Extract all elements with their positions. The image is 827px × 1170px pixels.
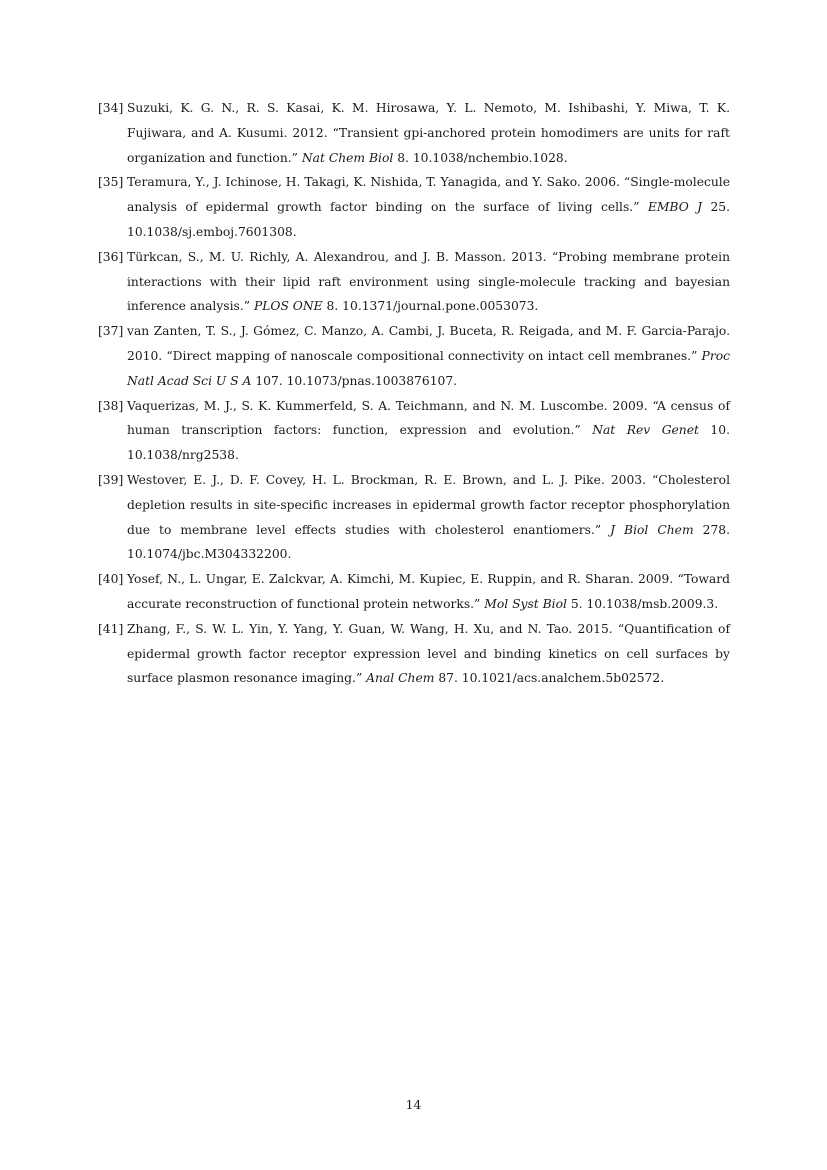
- reference-text: [127, 617, 730, 691]
- page-number: 14: [405, 1098, 422, 1112]
- reference-number: [41]: [98, 621, 124, 636]
- reference-text: [127, 170, 730, 244]
- reference-text: [127, 468, 730, 567]
- reference-authors-title: van Zanten, T. S., J. Gómez, C. Manzo, A. Cambi, J. Buceta, R. Reigada, and M. F. Garcia-Parajo. 2010. “Direct mapping of nanoscale compositional connectivity on intact cell membranes.”: [127, 324, 730, 363]
- reference-authors-title: Westover, E. J., D. F. Covey, H. L. Brockman, R. E. Brown, and L. J. Pike. 2003. “Cholesterol depletion results in site-specific increases in epidermal growth factor receptor phosphorylation due to membrane level effects studies with cholesterol enantiomers.”: [127, 472, 730, 537]
- reference-40: [98, 567, 730, 617]
- reference-number: [38]: [98, 398, 124, 413]
- reference-list: [98, 96, 730, 691]
- reference-number: [40]: [98, 572, 124, 587]
- reference-number: [36]: [98, 249, 124, 264]
- reference-volume-doi: 8. 10.1371/journal.pone.0053073.: [322, 299, 539, 314]
- reference-authors-title: Türkcan, S., M. U. Richly, A. Alexandrou, and J. B. Masson. 2013. “Probing membrane protein interactions with their lipid raft environment using single-molecule tracking and bayesian inference analysis.”: [127, 249, 730, 314]
- reference-37: [98, 319, 730, 393]
- reference-journal: Mol Syst Biol: [484, 596, 567, 611]
- reference-authors-title: Zhang, F., S. W. L. Yin, Y. Yang, Y. Guan, W. Wang, H. Xu, and N. Tao. 2015. “Quantification of epidermal growth factor receptor expression level and binding kinetics on cell surfaces by surface plasmon resonance imaging.”: [127, 621, 730, 686]
- reference-36: [98, 245, 730, 319]
- reference-journal: Anal Chem: [366, 671, 435, 686]
- reference-authors-title: Yosef, N., L. Ungar, E. Zalckvar, A. Kimchi, M. Kupiec, E. Ruppin, and R. Sharan. 2009. “Toward accurate reconstruction of functional protein networks.”: [127, 572, 730, 611]
- reference-volume-doi: 8. 10.1038/nchembio.1028.: [393, 150, 568, 165]
- reference-number: [37]: [98, 324, 124, 339]
- reference-journal: Nat Rev Genet: [592, 423, 699, 438]
- reference-volume-doi: 5. 10.1038/msb.2009.3.: [566, 596, 719, 611]
- reference-authors-title: Teramura, Y., J. Ichinose, H. Takagi, K. Nishida, T. Yanagida, and Y. Sako. 2006. “Single-molecule analysis of epidermal growth factor binding on the surface of living cells.”: [127, 175, 730, 215]
- reference-text: [127, 96, 730, 170]
- reference-volume-doi: 278. 10.1074/jbc.M304332200.: [127, 522, 730, 562]
- reference-journal: PLOS ONE: [253, 299, 323, 314]
- reference-text: [127, 567, 730, 617]
- reference-journal: J Biol Chem: [610, 522, 694, 537]
- reference-text: [127, 319, 730, 393]
- reference-journal: Proc Natl Acad Sci U S A: [127, 348, 730, 388]
- reference-35: [98, 170, 730, 244]
- reference-34: [98, 96, 730, 170]
- reference-41: [98, 617, 730, 691]
- reference-journal: EMBO J: [647, 200, 703, 215]
- reference-authors-title: Vaquerizas, M. J., S. K. Kummerfeld, S. A. Teichmann, and N. M. Luscombe. 2009. “A census of human transcription factors: function, expression and evolution.”: [127, 398, 730, 438]
- reference-number: [39]: [98, 472, 124, 487]
- reference-number: [35]: [98, 175, 124, 190]
- reference-39: [98, 468, 730, 567]
- reference-volume-doi: 10. 10.1038/nrg2538.: [127, 423, 730, 463]
- reference-38: [98, 394, 730, 468]
- reference-number: [34]: [98, 101, 124, 115]
- reference-authors-title: Suzuki, K. G. N., R. S. Kasai, K. M. Hirosawa, Y. L. Nemoto, M. Ishibashi, Y. Miwa, T. K. Fujiwara, and A. Kusumi. 2012. “Transient gpi-anchored protein homodimers are units for raft organization and function.”: [127, 101, 730, 165]
- reference-text: [127, 394, 730, 468]
- reference-volume-doi: 87. 10.1021/acs.analchem.5b02572.: [434, 671, 665, 686]
- reference-text: [127, 245, 730, 319]
- reference-volume-doi: 25. 10.1038/sj.emboj.7601308.: [127, 200, 730, 239]
- reference-journal: Nat Chem Biol: [301, 150, 394, 165]
- reference-volume-doi: 107. 10.1073/pnas.1003876107.: [251, 373, 458, 388]
